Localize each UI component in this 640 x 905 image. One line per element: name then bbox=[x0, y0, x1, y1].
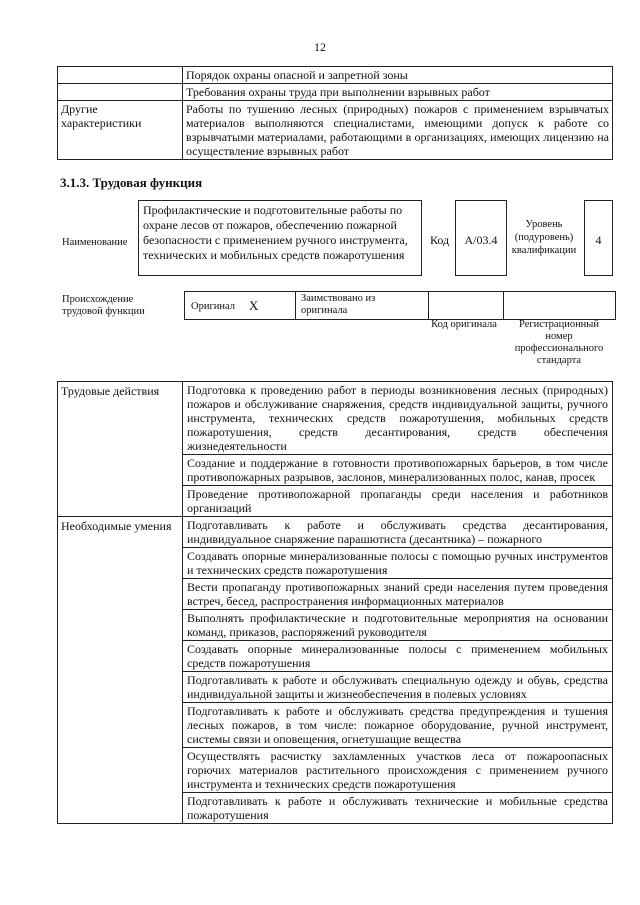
code-original-caption: Код оригинала bbox=[431, 319, 497, 330]
table-cell: Создавать опорные минерализованные полосы с применением мобильных средств пожаротушения bbox=[183, 641, 613, 672]
divider bbox=[295, 291, 296, 320]
labor-function-table bbox=[57, 381, 613, 824]
table-cell: Подготавливать к работе и обслуживать специальную одежду и обувь, средства индивидуальной защиты и жизнеобеспечения в полевых условиях bbox=[183, 672, 613, 703]
table-cell-label bbox=[58, 67, 183, 84]
table-row bbox=[58, 382, 613, 455]
table-cell: Проведение противопожарной пропаганды среди населения и работников организаций bbox=[183, 486, 613, 517]
function-code: А/03.4 bbox=[455, 200, 507, 276]
required-skills-label: Необходимые умения bbox=[58, 517, 183, 824]
table-row bbox=[58, 84, 613, 101]
table-cell: Вести пропаганду противопожарных знаний среди населения путем проведения встреч, бесед, распространения информационных материалов bbox=[183, 579, 613, 610]
level-value: 4 bbox=[584, 200, 613, 276]
table-cell: Подготавливать к работе и обслуживать средства предупреждения и тушения лесных пожаров, в том числе: пожарное оборудование, ручной инструмент, системы связи и оповещения, огнетушащие вещества bbox=[183, 703, 613, 748]
level-label: Уровень (подуровень) квалификации bbox=[511, 219, 577, 256]
table-row bbox=[58, 67, 613, 84]
table-cell: Создание и поддержание в готовности противопожарных барьеров, в том числе противопожарных разрывов, заслонов, минерализованных полос, канав, просек bbox=[183, 455, 613, 486]
function-name: Профилактические и подготовительные работы по охране лесов от пожаров, обеспечению пожарной безопасности с применением ручного инструмента, технических и мобильных средств пожаротушения bbox=[138, 200, 422, 276]
divider bbox=[428, 291, 429, 320]
borrowed-label: Заимствовано из оригинала bbox=[301, 293, 376, 316]
name-label: Наименование bbox=[62, 237, 128, 248]
original-mark: X bbox=[249, 298, 259, 313]
table-cell-label bbox=[58, 84, 183, 101]
other-characteristics-text: Работы по тушению лесных (природных) пожаров с применением взрывчатых материалов выполняются специалистами, имеющими допуск к работе со взрывчатыми материалами, работающими в организациях, имеющих лицензию на осуществление взрывных работ bbox=[183, 101, 613, 160]
table-row bbox=[58, 101, 613, 160]
code-label: Код bbox=[430, 233, 450, 247]
table-cell: Подготавливать к работе и обслуживать технические и мобильные средства пожаротушения bbox=[183, 793, 613, 824]
labor-actions-label: Трудовые действия bbox=[58, 382, 183, 517]
table-cell: Выполнять профилактические и подготовительные мероприятия на основании команд, приказов, распоряжений руководителя bbox=[183, 610, 613, 641]
section-title: 3.1.3. Трудовая функция bbox=[60, 175, 203, 190]
page-number: 12 bbox=[314, 40, 326, 54]
table-cell: Требования охраны труда при выполнении взрывных работ bbox=[183, 84, 613, 101]
table-cell: Создавать опорные минерализованные полосы с помощью ручных инструментов и технических средств пожаротушения bbox=[183, 548, 613, 579]
other-characteristics-label: Другие характеристики bbox=[58, 101, 183, 160]
original-label: Оригинал bbox=[191, 301, 235, 312]
table-cell: Подготовка к проведению работ в периоды возникновения лесных (природных) пожаров и обслуживание снаряжения, средств индивидуальной защиты, ручного инструмента, технических средств пожаротушения, мобильных средств пожаротушения, средств десантирования, средств обеспечения жизнедеятельности bbox=[183, 382, 613, 455]
top-characteristics-table bbox=[57, 66, 613, 160]
table-row bbox=[58, 517, 613, 548]
table-cell: Осуществлять расчистку захламленных участков леса от пожароопасных горючих материалов растительного происхождения с применением ручного инструмента и технических средств пожаротушения bbox=[183, 748, 613, 793]
registration-caption: Регистрационный номер профессионального стандарта bbox=[514, 319, 604, 366]
divider bbox=[503, 291, 504, 320]
table-cell: Подготавливать к работе и обслуживать средства десантирования, индивидуальное снаряжение парашютиста (десантника) – пожарного bbox=[183, 517, 613, 548]
origin-box bbox=[184, 291, 616, 320]
origin-label: Происхождение трудовой функции bbox=[62, 294, 145, 317]
table-cell: Порядок охраны опасной и запретной зоны bbox=[183, 67, 613, 84]
